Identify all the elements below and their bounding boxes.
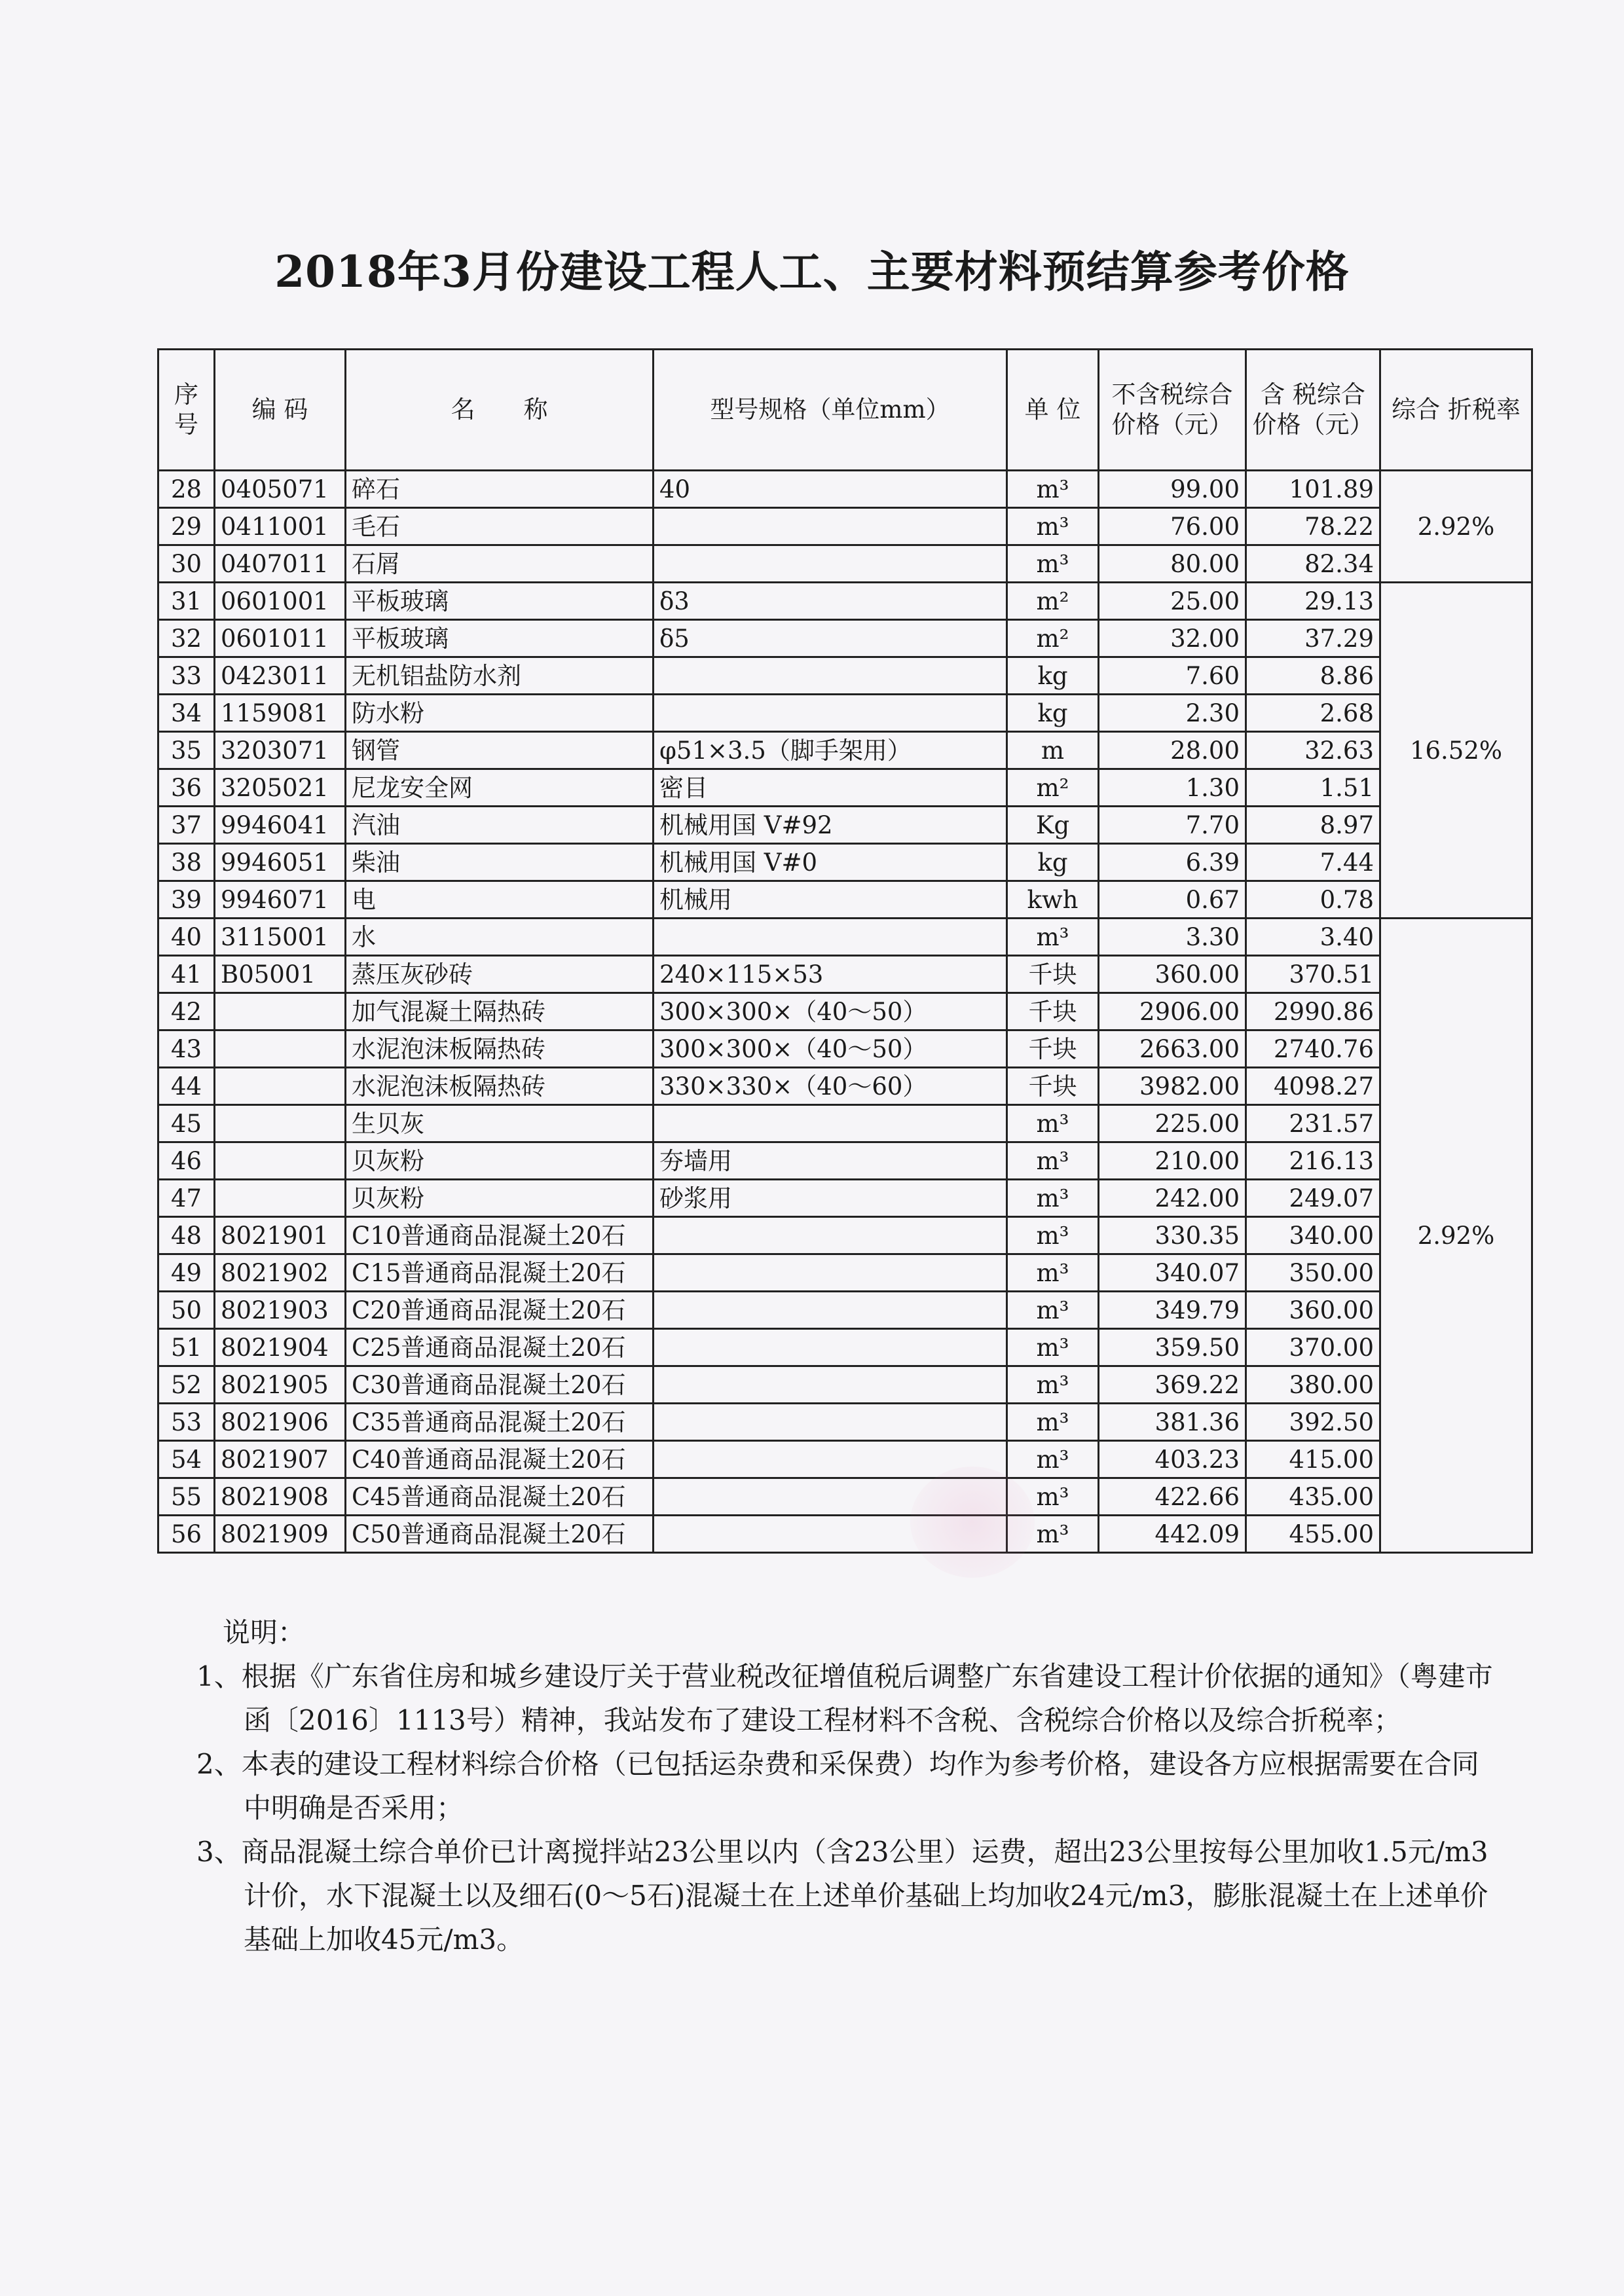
unit-cell: m² — [1007, 769, 1099, 807]
page-title: 2018年3月份建设工程人工、主要材料预结算参考价格 — [274, 246, 1350, 297]
row-number-cell: 40 — [158, 919, 215, 956]
unit-cell: m³ — [1007, 1142, 1099, 1180]
price-in-tax-cell: 231.57 — [1246, 1105, 1380, 1142]
table-row — [158, 1404, 1532, 1441]
table-row — [158, 844, 1532, 881]
unit-cell: kwh — [1007, 881, 1099, 919]
price-ex-tax-cell: 32.00 — [1099, 620, 1246, 657]
material-code-cell: 3203071 — [215, 732, 346, 769]
price-ex-tax-cell: 2906.00 — [1099, 993, 1246, 1030]
material-spec-cell: 机械用国 V#92 — [654, 807, 1007, 844]
material-name-cell: 碎石 — [346, 471, 654, 508]
material-code-cell: 3205021 — [215, 769, 346, 807]
row-number-cell: 55 — [158, 1478, 215, 1516]
unit-cell: m³ — [1007, 1254, 1099, 1292]
price-ex-tax-cell: 210.00 — [1099, 1142, 1246, 1180]
material-code-cell — [215, 993, 346, 1030]
material-name-cell: 水泥泡沫板隔热砖 — [346, 1030, 654, 1068]
unit-cell: m³ — [1007, 1217, 1099, 1254]
material-name-cell: 生贝灰 — [346, 1105, 654, 1142]
table-row — [158, 919, 1532, 956]
price-in-tax-cell: 380.00 — [1246, 1366, 1380, 1404]
row-number-cell: 29 — [158, 508, 215, 545]
note-item: 2、本表的建设工程材料综合价格（已包括运杂费和采保费）均作为参考价格，建设各方应根据需要在合同中明确是否采用； — [196, 1748, 1479, 1824]
unit-cell: m³ — [1007, 1441, 1099, 1478]
unit-cell: Kg — [1007, 807, 1099, 844]
unit-cell: 千块 — [1007, 993, 1099, 1030]
material-code-cell — [215, 1068, 346, 1105]
price-in-tax-cell: 340.00 — [1246, 1217, 1380, 1254]
row-number-cell: 54 — [158, 1441, 215, 1478]
price-in-tax-cell: 0.78 — [1246, 881, 1380, 919]
price-in-tax-cell: 101.89 — [1246, 471, 1380, 508]
table-row — [158, 769, 1532, 807]
table-row — [158, 1030, 1532, 1068]
header-name: 名 称 — [346, 350, 654, 471]
price-ex-tax-cell: 99.00 — [1099, 471, 1246, 508]
material-spec-cell: 40 — [654, 471, 1007, 508]
table-row — [158, 1366, 1532, 1404]
row-number-cell: 47 — [158, 1180, 215, 1217]
material-spec-cell — [654, 695, 1007, 732]
material-code-cell: 9946041 — [215, 807, 346, 844]
table-row — [158, 807, 1532, 844]
unit-cell: kg — [1007, 695, 1099, 732]
price-ex-tax-cell: 7.70 — [1099, 807, 1246, 844]
material-spec-cell: 夯墙用 — [654, 1142, 1007, 1180]
row-number-cell: 46 — [158, 1142, 215, 1180]
price-ex-tax-cell: 330.35 — [1099, 1217, 1246, 1254]
material-name-cell: 蒸压灰砂砖 — [346, 956, 654, 993]
material-spec-cell — [654, 1292, 1007, 1329]
table-row — [158, 1180, 1532, 1217]
price-ex-tax-cell: 349.79 — [1099, 1292, 1246, 1329]
table-row — [158, 1478, 1532, 1516]
unit-cell: 千块 — [1007, 1068, 1099, 1105]
price-in-tax-cell: 370.51 — [1246, 956, 1380, 993]
unit-cell: m³ — [1007, 1366, 1099, 1404]
unit-cell: m³ — [1007, 1292, 1099, 1329]
table-row — [158, 545, 1532, 583]
row-number-cell: 37 — [158, 807, 215, 844]
row-number-cell: 44 — [158, 1068, 215, 1105]
material-spec-cell — [654, 1404, 1007, 1441]
material-name-cell: 石屑 — [346, 545, 654, 583]
unit-cell: m² — [1007, 620, 1099, 657]
unit-cell: m³ — [1007, 1180, 1099, 1217]
row-number-cell: 48 — [158, 1217, 215, 1254]
material-code-cell: 9946051 — [215, 844, 346, 881]
material-code-cell: 0601001 — [215, 583, 346, 620]
material-code-cell — [215, 1180, 346, 1217]
material-name-cell: 贝灰粉 — [346, 1142, 654, 1180]
material-code-cell: 0407011 — [215, 545, 346, 583]
price-ex-tax-cell: 3.30 — [1099, 919, 1246, 956]
price-ex-tax-cell: 340.07 — [1099, 1254, 1246, 1292]
material-spec-cell — [654, 657, 1007, 695]
notes-heading: 说明： — [223, 1616, 306, 1649]
price-in-tax-cell: 2990.86 — [1246, 993, 1380, 1030]
note-item: 1、根据《广东省住房和城乡建设厅关于营业税改征增值税后调整广东省建设工程计价依据的通知》（粤建市函〔2016〕1113号）精神，我站发布了建设工程材料不含税、含税综合价格以及综合折税率； — [196, 1660, 1493, 1736]
material-spec-cell: 300×300×（40～50） — [654, 1030, 1007, 1068]
row-number-cell: 50 — [158, 1292, 215, 1329]
row-number-cell: 36 — [158, 769, 215, 807]
price-ex-tax-cell: 2.30 — [1099, 695, 1246, 732]
price-ex-tax-cell: 403.23 — [1099, 1441, 1246, 1478]
row-number-cell: 34 — [158, 695, 215, 732]
material-spec-cell: 机械用国 V#0 — [654, 844, 1007, 881]
material-name-cell: C10普通商品混凝土20石 — [346, 1217, 654, 1254]
price-ex-tax-cell: 6.39 — [1099, 844, 1246, 881]
material-name-cell: C30普通商品混凝土20石 — [346, 1366, 654, 1404]
price-ex-tax-cell: 242.00 — [1099, 1180, 1246, 1217]
unit-cell: m³ — [1007, 1478, 1099, 1516]
notes-section — [196, 1611, 1506, 1961]
price-in-tax-cell: 360.00 — [1246, 1292, 1380, 1329]
table-row — [158, 1142, 1532, 1180]
row-number-cell: 28 — [158, 471, 215, 508]
material-code-cell — [215, 1030, 346, 1068]
material-spec-cell: 砂浆用 — [654, 1180, 1007, 1217]
unit-cell: kg — [1007, 844, 1099, 881]
material-spec-cell — [654, 1254, 1007, 1292]
stamp-mark — [910, 1467, 1035, 1578]
row-number-cell: 53 — [158, 1404, 215, 1441]
price-in-tax-cell: 8.97 — [1246, 807, 1380, 844]
price-ex-tax-cell: 381.36 — [1099, 1404, 1246, 1441]
price-in-tax-cell: 32.63 — [1246, 732, 1380, 769]
material-name-cell: C15普通商品混凝土20石 — [346, 1254, 654, 1292]
table-row — [158, 1329, 1532, 1366]
header-spec: 型号规格（单位mm） — [654, 350, 1007, 471]
price-in-tax-cell: 29.13 — [1246, 583, 1380, 620]
material-spec-cell — [654, 919, 1007, 956]
material-code-cell — [215, 1142, 346, 1180]
row-number-cell: 43 — [158, 1030, 215, 1068]
table-row — [158, 732, 1532, 769]
price-in-tax-cell: 415.00 — [1246, 1441, 1380, 1478]
price-ex-tax-cell: 76.00 — [1099, 508, 1246, 545]
material-spec-cell — [654, 545, 1007, 583]
tax-rate-cell: 2.92% — [1380, 919, 1532, 1553]
material-name-cell: 毛石 — [346, 508, 654, 545]
material-code-cell: 0405071 — [215, 471, 346, 508]
row-number-cell: 42 — [158, 993, 215, 1030]
table-row — [158, 1254, 1532, 1292]
price-ex-tax-cell: 25.00 — [1099, 583, 1246, 620]
material-spec-cell: 300×300×（40～50） — [654, 993, 1007, 1030]
price-ex-tax-cell: 0.67 — [1099, 881, 1246, 919]
material-name-cell: 防水粉 — [346, 695, 654, 732]
unit-cell: m³ — [1007, 1516, 1099, 1553]
price-in-tax-cell: 7.44 — [1246, 844, 1380, 881]
material-name-cell: 汽油 — [346, 807, 654, 844]
material-code-cell: 8021901 — [215, 1217, 346, 1254]
material-code-cell: 8021908 — [215, 1478, 346, 1516]
material-name-cell: 水 — [346, 919, 654, 956]
table-row — [158, 1217, 1532, 1254]
material-code-cell: 8021906 — [215, 1404, 346, 1441]
material-spec-cell — [654, 1366, 1007, 1404]
material-code-cell: 8021902 — [215, 1254, 346, 1292]
price-in-tax-cell: 216.13 — [1246, 1142, 1380, 1180]
unit-cell: m³ — [1007, 1105, 1099, 1142]
price-in-tax-cell: 8.86 — [1246, 657, 1380, 695]
row-number-cell: 33 — [158, 657, 215, 695]
unit-cell: m³ — [1007, 1404, 1099, 1441]
header-price-in-tax: 含 税综合价格（元） — [1246, 350, 1380, 471]
material-code-cell — [215, 1105, 346, 1142]
material-spec-cell: 机械用 — [654, 881, 1007, 919]
price-in-tax-cell: 392.50 — [1246, 1404, 1380, 1441]
price-table — [157, 348, 1533, 1554]
table-row — [158, 1068, 1532, 1105]
material-spec-cell: δ5 — [654, 620, 1007, 657]
price-ex-tax-cell: 2663.00 — [1099, 1030, 1246, 1068]
table-row — [158, 881, 1532, 919]
price-ex-tax-cell: 1.30 — [1099, 769, 1246, 807]
price-in-tax-cell: 455.00 — [1246, 1516, 1380, 1553]
material-code-cell: 9946071 — [215, 881, 346, 919]
price-ex-tax-cell: 422.66 — [1099, 1478, 1246, 1516]
tax-rate-cell: 2.92% — [1380, 471, 1532, 583]
table-row — [158, 471, 1532, 508]
material-code-cell: 0423011 — [215, 657, 346, 695]
price-ex-tax-cell: 359.50 — [1099, 1329, 1246, 1366]
table-row — [158, 508, 1532, 545]
unit-cell: m — [1007, 732, 1099, 769]
material-spec-cell — [654, 1105, 1007, 1142]
price-in-tax-cell: 78.22 — [1246, 508, 1380, 545]
table-row — [158, 1516, 1532, 1553]
price-in-tax-cell: 370.00 — [1246, 1329, 1380, 1366]
material-spec-cell — [654, 1329, 1007, 1366]
material-name-cell: C50普通商品混凝土20石 — [346, 1516, 654, 1553]
material-code-cell: 0411001 — [215, 508, 346, 545]
price-ex-tax-cell: 442.09 — [1099, 1516, 1246, 1553]
table-row — [158, 657, 1532, 695]
material-name-cell: 尼龙安全网 — [346, 769, 654, 807]
material-name-cell: 平板玻璃 — [346, 583, 654, 620]
price-in-tax-cell: 2.68 — [1246, 695, 1380, 732]
material-code-cell: 8021909 — [215, 1516, 346, 1553]
price-ex-tax-cell: 360.00 — [1099, 956, 1246, 993]
table-row — [158, 1105, 1532, 1142]
row-number-cell: 31 — [158, 583, 215, 620]
unit-cell: m³ — [1007, 545, 1099, 583]
material-name-cell: 贝灰粉 — [346, 1180, 654, 1217]
price-ex-tax-cell: 28.00 — [1099, 732, 1246, 769]
table-row — [158, 993, 1532, 1030]
material-name-cell: C45普通商品混凝土20石 — [346, 1478, 654, 1516]
material-name-cell: 加气混凝土隔热砖 — [346, 993, 654, 1030]
row-number-cell: 35 — [158, 732, 215, 769]
material-spec-cell: φ51×3.5（脚手架用） — [654, 732, 1007, 769]
material-name-cell: C40普通商品混凝土20石 — [346, 1441, 654, 1478]
row-number-cell: 32 — [158, 620, 215, 657]
material-code-cell: 0601011 — [215, 620, 346, 657]
material-spec-cell: 330×330×（40～60） — [654, 1068, 1007, 1105]
material-code-cell: 3115001 — [215, 919, 346, 956]
price-in-tax-cell: 350.00 — [1246, 1254, 1380, 1292]
table-row — [158, 583, 1532, 620]
material-code-cell: 8021907 — [215, 1441, 346, 1478]
material-code-cell: 1159081 — [215, 695, 346, 732]
unit-cell: m² — [1007, 583, 1099, 620]
row-number-cell: 39 — [158, 881, 215, 919]
row-number-cell: 49 — [158, 1254, 215, 1292]
tax-rate-cell: 16.52% — [1380, 583, 1532, 919]
price-ex-tax-cell: 3982.00 — [1099, 1068, 1246, 1105]
material-name-cell: 电 — [346, 881, 654, 919]
material-code-cell: 8021903 — [215, 1292, 346, 1329]
material-spec-cell: 240×115×53 — [654, 956, 1007, 993]
price-in-tax-cell: 1.51 — [1246, 769, 1380, 807]
material-code-cell: 8021905 — [215, 1366, 346, 1404]
header-price-ex-tax: 不含税综合价格（元） — [1099, 350, 1246, 471]
material-code-cell: 8021904 — [215, 1329, 346, 1366]
unit-cell: 千块 — [1007, 1030, 1099, 1068]
row-number-cell: 51 — [158, 1329, 215, 1366]
price-ex-tax-cell: 225.00 — [1099, 1105, 1246, 1142]
price-in-tax-cell: 435.00 — [1246, 1478, 1380, 1516]
table-row — [158, 1292, 1532, 1329]
price-ex-tax-cell: 369.22 — [1099, 1366, 1246, 1404]
table-header-row — [158, 350, 1532, 471]
price-in-tax-cell: 37.29 — [1246, 620, 1380, 657]
row-number-cell: 41 — [158, 956, 215, 993]
unit-cell: m³ — [1007, 508, 1099, 545]
price-in-tax-cell: 82.34 — [1246, 545, 1380, 583]
material-name-cell: 水泥泡沫板隔热砖 — [346, 1068, 654, 1105]
price-ex-tax-cell: 80.00 — [1099, 545, 1246, 583]
price-in-tax-cell: 249.07 — [1246, 1180, 1380, 1217]
row-number-cell: 52 — [158, 1366, 215, 1404]
price-in-tax-cell: 3.40 — [1246, 919, 1380, 956]
header-no: 序号 — [158, 350, 215, 471]
material-spec-cell: 密目 — [654, 769, 1007, 807]
material-name-cell: C35普通商品混凝土20石 — [346, 1404, 654, 1441]
row-number-cell: 56 — [158, 1516, 215, 1553]
material-code-cell: B05001 — [215, 956, 346, 993]
note-item: 3、商品混凝土综合单价已计离搅拌站23公里以内（含23公里）运费，超出23公里按每公里加收1.5元/m3计价，水下混凝土以及细石(0～5石)混凝土在上述单价基础上均加收24元/m3，膨胀混凝土在上述单价基础上加收45元/m3。 — [196, 1836, 1488, 1956]
table-row — [158, 956, 1532, 993]
price-in-tax-cell: 4098.27 — [1246, 1068, 1380, 1105]
table-body — [158, 471, 1532, 1553]
material-spec-cell — [654, 1217, 1007, 1254]
header-unit: 单 位 — [1007, 350, 1099, 471]
unit-cell: 千块 — [1007, 956, 1099, 993]
material-name-cell: C20普通商品混凝土20石 — [346, 1292, 654, 1329]
price-in-tax-cell: 2740.76 — [1246, 1030, 1380, 1068]
row-number-cell: 45 — [158, 1105, 215, 1142]
material-name-cell: 无机铝盐防水剂 — [346, 657, 654, 695]
material-name-cell: 柴油 — [346, 844, 654, 881]
material-name-cell: 平板玻璃 — [346, 620, 654, 657]
row-number-cell: 30 — [158, 545, 215, 583]
header-code: 编 码 — [215, 350, 346, 471]
table-row — [158, 695, 1532, 732]
table-row — [158, 1441, 1532, 1478]
row-number-cell: 38 — [158, 844, 215, 881]
header-rate: 综合 折税率 — [1380, 350, 1532, 471]
material-name-cell: 钢管 — [346, 732, 654, 769]
price-ex-tax-cell: 7.60 — [1099, 657, 1246, 695]
material-spec-cell: δ3 — [654, 583, 1007, 620]
material-name-cell: C25普通商品混凝土20石 — [346, 1329, 654, 1366]
unit-cell: m³ — [1007, 919, 1099, 956]
unit-cell: m³ — [1007, 471, 1099, 508]
material-spec-cell — [654, 508, 1007, 545]
table-row — [158, 620, 1532, 657]
unit-cell: m³ — [1007, 1329, 1099, 1366]
unit-cell: kg — [1007, 657, 1099, 695]
